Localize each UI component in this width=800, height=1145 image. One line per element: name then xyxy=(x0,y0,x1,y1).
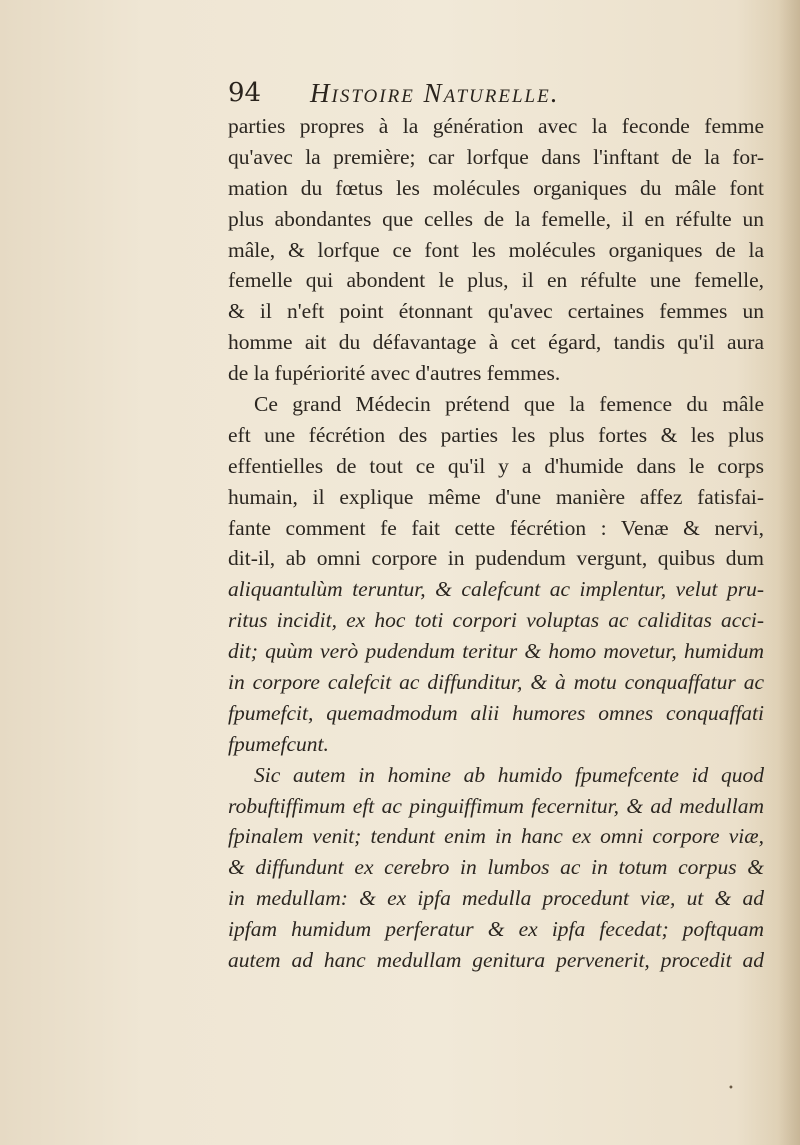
text-line: Ce grand Médecin prétend que la femence du mâle xyxy=(254,392,764,417)
text-line: in medullam: & ex ipfa medulla procedunt viæ, ut & ad xyxy=(228,886,764,911)
text-line: qu'avec la première; car lorfque dans l'inftant de la for- xyxy=(228,144,764,169)
printer-mark: • xyxy=(728,1083,734,1094)
text-line: fpinalem venit; tendunt enim in hanc ex omni corpore viæ, xyxy=(228,824,764,849)
text-line: dit-il, ab omni corpore in pudendum vergunt, quibus dum xyxy=(228,546,764,571)
text-line: & diffundunt ex cerebro in lumbos ac in totum corpus & xyxy=(228,855,764,880)
text-line: & il n'eft point étonnant qu'avec certaines femmes un xyxy=(228,299,764,324)
page-number: 94 xyxy=(228,78,262,108)
running-title: Histoire Naturelle. xyxy=(310,78,560,108)
text-line: aliquantulùm teruntur, & calefcunt ac implentur, velut pru- xyxy=(228,577,764,602)
text-line: in corpore calefcit ac diffunditur, & à motu conquaffatur ac xyxy=(228,670,764,695)
text-line: robuftiffimum eft ac pinguiffimum fecernitur, & ad medullam xyxy=(228,793,764,818)
text-line: de la fupériorité avec d'autres femmes. xyxy=(228,361,561,386)
text-line: mâle, & lorfque ce font les molécules organiques de la xyxy=(228,237,764,262)
text-line: effentielles de tout ce qu'il y a d'humide dans le corps xyxy=(228,453,764,478)
text-line: mation du fœtus les molécules organiques du mâle font xyxy=(228,175,764,200)
body-text xyxy=(228,111,764,976)
text-line: fpumefcit, quemadmodum alii humores omnes conquaffati xyxy=(228,700,764,725)
text-line: eft une fécrétion des parties les plus fortes & les plus xyxy=(228,422,764,447)
text-line: homme ait du défavantage à cet égard, tandis qu'il aura xyxy=(228,330,764,355)
text-line: dit; quùm verò pudendum teritur & homo movetur, humidum xyxy=(228,639,764,664)
text-line: ipfam humidum perferatur & ex ipfa fecedat; poftquam xyxy=(228,917,764,942)
page-edge-shadow xyxy=(778,0,800,1145)
text-line: femelle qui abondent le plus, il en réfulte une femelle, xyxy=(228,268,764,293)
text-line: plus abondantes que celles de la femelle, il en réfulte un xyxy=(228,206,764,231)
text-line: fante comment fe fait cette fécrétion : Venæ & nervi, xyxy=(228,515,764,540)
text-line: fpumefcunt. xyxy=(228,731,329,756)
text-line: Sic autem in homine ab humido fpumefcente id quod xyxy=(254,762,764,787)
text-line: ritus incidit, ex hoc toti corpori voluptas ac caliditas acci- xyxy=(228,608,764,633)
text-line: autem ad hanc medullam genitura pervenerit, procedit ad xyxy=(228,948,764,973)
text-line: parties propres à la génération avec la feconde femme xyxy=(228,114,764,138)
text-line: humain, il explique même d'une manière affez fatisfai- xyxy=(228,484,764,509)
